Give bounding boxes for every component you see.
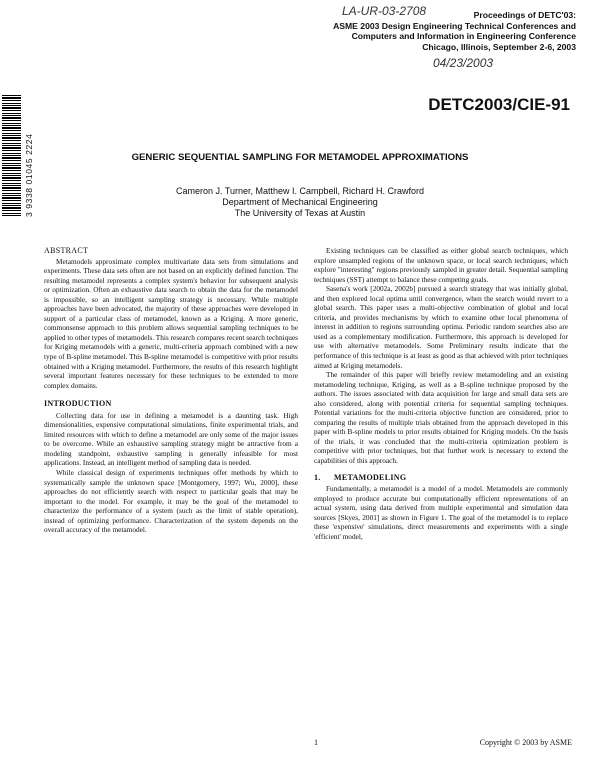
author-names: Cameron J. Turner, Matthew I. Campbell, Richard H. Crawford [175,186,425,196]
right-column [314,246,568,541]
introduction-heading: INTRODUCTION [44,399,112,409]
conference-line: Computers and Information in Engineering Conference [351,31,576,41]
paper-id: DETC2003/CIE-91 [428,95,570,114]
metamodeling-heading [314,473,568,483]
introduction-paragraph: Collecting data for use in defining a metamodel is a daunting task. High dimensionalities, expensive computational simulations, finite experimental trials, and limited resources with which to define a metamodel are only some of the major issues to be overcome. While an exhaustive sampling strategy might be attractive from a modeling standpoint, exhaustive sampling is generally infeasible for most applications. Instead, an intelligent method of sampling data is needed. [44,410,298,468]
introduction-paragraph: While classical design of experiments techniques offer methods by which to systematically sample the unknown space [Montgomery, 1997; Wu, 2000], these approaches do not efficiently search with respect to particular goals that may be important to the model. For example, it may be the goal of the metamodel to characterize the performance of a system (such as the limit of stable operation), instead of optimizing performance. Characterization of the system depends on the overall accuracy of the metamodel. [44,468,298,535]
abstract-heading: ABSTRACT [44,246,89,255]
conference-info [276,10,576,52]
conference-line: ASME 2003 Design Engineering Technical Conferences and [333,20,576,31]
barcode-number: 3 9338 01045 2224 [24,133,34,217]
section-number: 1. [314,472,321,482]
abstract-text: Metamodels approximate complex multivariate data sets from simulations and experiments. These data sets often are not based on an explicitly defined function. The resulting metamodel represents a complex system's behavior for subsequent analysis or optimization. Often an exhaustive data search to obtain the data for the metamodel is impossible, so an intelligent sampling strategy is necessary. While multiple approaches have been advocated, the majority of these approaches were developed in support of a particular class of metamodel, known as a Kriging. A more generic, commonsense approach to this problem allows sequential sampling techniques to be applied to other types of metamodels. This research compares recent search techniques for Kriging metamodels with a generic, multi-criteria approach combined with a new type of B-spline metamodel. This B-spline metamodel is competitive with prior results obtained with a Kriging metamodel. Furthermore, the results of this research highlight several important features necessary for these techniques to be extended to more complex domains. [44,256,298,390]
conference-line: Chicago, Illinois, September 2-6, 2003 [422,41,576,52]
author-department: Department of Mechanical Engineering [222,197,378,207]
section-title: METAMODELING [334,472,407,482]
body-paragraph: Sasena's work [2002a, 2002b] pursued a search strategy that was initially global, and then explored local optima until convergence, when the search would revert to a global search. This paper uses a multi-objective combination of global and local criteria, and provides mechanisms by which to examine other local phenomena of interest in addition to regions surrounding optima. Periodic random searches also are used as a complementary modification. Furthermore, this approach is developed for use with alternative metamodels. Some Preliminary results indicate that the performance of this technique is at least as good as that achieved with prior techniques aimed at Kriging metamodels. [314,284,568,370]
handwritten-report-number: LA-UR-03-2708 [342,4,427,18]
conference-line: Proceedings of DETC'03: [473,10,576,20]
copyright-notice: Copyright © 2003 by ASME [479,738,572,747]
paper-title: GENERIC SEQUENTIAL SAMPLING FOR METAMODEL APPROXIMATIONS [131,152,469,163]
handwritten-date: 04/23/2003 [433,56,494,70]
author-university: The University of Texas at Austin [234,208,366,218]
body-paragraph: Existing techniques can be classified as either global search techniques, which explore unsampled regions of the unknown space, or local search techniques, which explore "interesting" regions previously sampled in greater detail. Sequential sampling techniques (SST) attempt to balance these competing goals. [314,246,568,284]
metamodeling-paragraph: Fundamentally, a metamodel is a model of a model. Metamodels are commonly employed to produce accurate but computationally efficient representations of an actual system, using data derived from multiple experimental and simulation data sources [Skyes, 2001] as shown in Figure 1. The goal of the metamodel is to replace these 'expensive' simulations, direct measurements and experiments with a single 'efficient' model, [314,484,568,541]
body-paragraph: The remainder of this paper will briefly review metamodeling and an existing metamodeling technique, Kriging, as well as a B-spline technique proposed by the authors. The issues associated with data acquisition for large and small data sets are also considered, along with potential criteria for sequential sampling techniques. Potential variations for the multi-criteria objective function are considered, prior to comparing the results of multiple trials obtained from the approach developed in this paper with B-spline models to prior results obtained for Kriging models. On the basis of the trials, it was concluded that the multi-criteria optimization problem is competitive with prior techniques, but that further work is necessary to extend the capabilities of this approach. [314,370,568,466]
author-block [0,186,600,219]
left-column [44,246,298,535]
page-number: 1 [314,738,318,747]
